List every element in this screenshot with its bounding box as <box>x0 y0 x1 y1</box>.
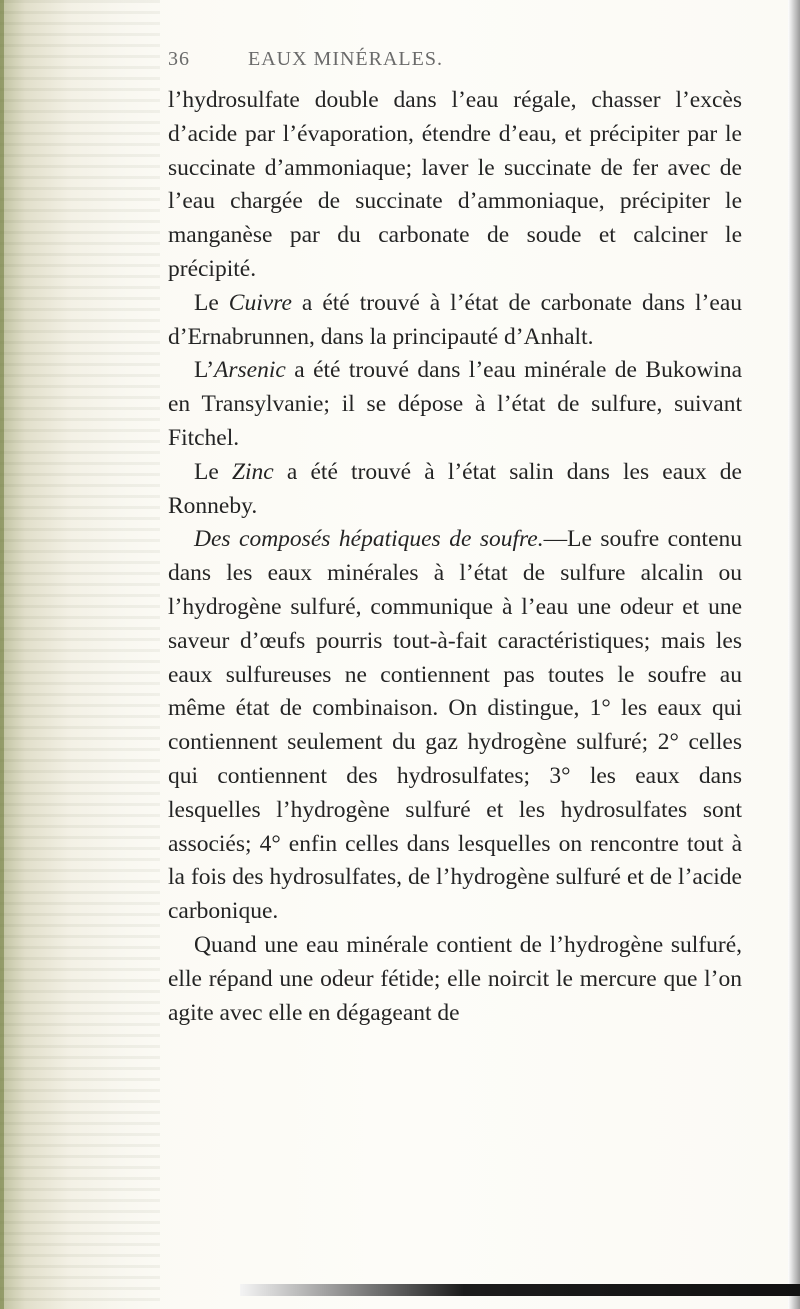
paragraph-text: —Le soufre contenu dans les eaux minérales à l’état de sulfure alcalin ou l’hydrogène sulfuré, communique à l’eau une odeur et une saveur d’œufs pourris tout-à-fait caractéristiques; mais les eaux sulfureuses ne contiennent pas toutes le soufre au même état de combinaison. On distingue, 1° les eaux qui contiennent seulement du gaz hydrogène sulfuré; 2° celles qui contiennent des hydrosulfates; 3° les eaux dans lesquelles l’hydrogène sulfuré et les hydrosulfates sont associés; 4° enfin celles dans lesquelles on rencontre tout à la fois des hydrosulfates, de l’hydrogène sulfuré et de l’acide carbonique. <box>168 526 743 925</box>
paragraph-continuation <box>168 84 742 287</box>
page-number: 36 <box>168 48 190 70</box>
paragraph-text: a été trouvé dans l’eau minérale de Bukowina en Transylvanie; il se dépose à l’état de sulfure, suivant Fitchel. <box>168 357 742 451</box>
element-name-zinc: Zinc <box>231 458 274 485</box>
page-header <box>168 48 748 84</box>
running-title: EAUX MINÉRALES. <box>248 48 443 70</box>
paragraph-text: a été trouvé à l’état salin dans les eaux de Ronneby. <box>168 458 742 519</box>
scan-bottom-border <box>240 1284 800 1296</box>
paragraph-hydrogene-sulfure <box>168 929 742 1030</box>
paragraph-composes-hepatiques <box>168 523 742 929</box>
paragraph-prefix: L’ <box>194 357 215 384</box>
paragraph-prefix: Le <box>194 458 232 485</box>
page-gutter-shadow <box>0 0 160 1309</box>
paragraph-zinc <box>168 456 742 524</box>
page-right-edge <box>788 0 800 1309</box>
element-name-cuivre: Cuivre <box>228 289 292 316</box>
page-left-edge <box>0 0 4 1309</box>
paragraph-text: a été trouvé à l’état de carbonate dans l’eau d’Ernabrunnen, dans la principauté d’Anhalt. <box>168 289 742 350</box>
paragraph-prefix: Le <box>194 289 229 316</box>
paragraph-text: l’hydrosulfate double dans l’eau régale, chasser l’excès d’acide par l’évaporation, étendre d’eau, et précipiter par le succinate d’ammoniaque; laver le succinate de fer avec de l’eau chargée de succinate d’ammoniaque, précipiter le manganèse par du carbonate de soude et calciner le précipité. <box>168 87 742 282</box>
section-heading-composes-hepatiques: Des composés hépatiques de soufre. <box>194 526 544 553</box>
paragraph-arsenic <box>168 354 742 455</box>
paragraph-text: Quand une eau minérale contient de l’hydrogène sulfuré, elle répand une odeur fétide; elle noircit le mercure que l’on agite avec elle en dégageant de <box>168 931 742 1026</box>
body-text <box>168 84 742 1030</box>
element-name-arsenic: Arsenic <box>214 357 286 384</box>
paragraph-cuivre <box>168 287 742 355</box>
